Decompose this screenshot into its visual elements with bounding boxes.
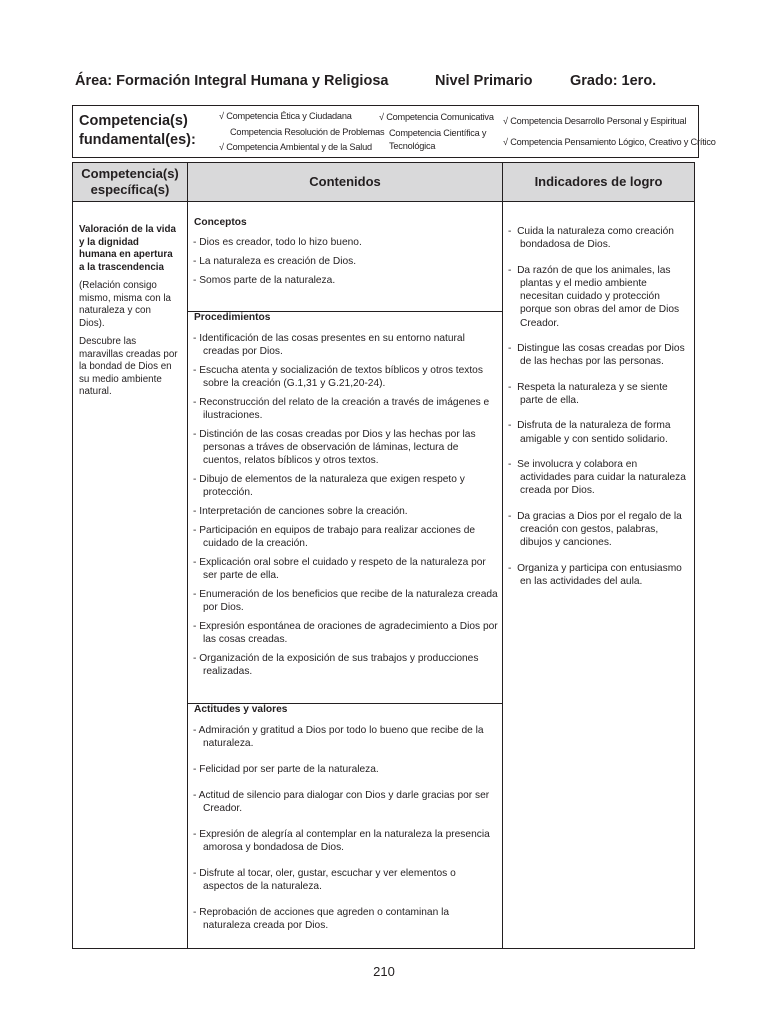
especifica-note: (Relación consigo mismo, misma con la naturaleza y con Dios). [79,280,171,329]
header-indicadores: Indicadores de logro [534,174,663,189]
header-especificas-line1: Competencia(s) [81,166,179,181]
page-number: 210 [373,964,395,979]
area-title: Área: Formación Integral Humana y Religiosa [75,73,389,89]
header-especificas-line2: específica(s) [90,182,170,197]
list-item: - Dibujo de elementos de la naturaleza que exigen respeto y protección. [193,473,499,499]
list-item: - La naturaleza es creación de Dios. [193,255,499,268]
competencia-especifica-cell [79,224,179,405]
competencia-pensamiento-logico: √ Competencia Pensamiento Lógico, Creativo y Crítico [503,137,716,147]
competencia-resolucion: Competencia Resolución de Problemas [230,127,385,137]
competencia-cientifica: Competencia Científica y [389,128,487,138]
list-item: - Somos parte de la naturaleza. [193,274,499,287]
list-item: - Distinción de las cosas creadas por Dios y las hechas por las personas a tráves de observación de láminas, lectura de cuentos, relatos bíblicos y otros textos. [193,428,499,467]
list-item: - Explicación oral sobre el cuidado y respeto de la naturaleza por ser parte de ella. [193,556,499,582]
list-item: - Organización de la exposición de sus trabajos y producciones realizadas. [193,652,499,678]
indicadores-list [508,225,690,588]
list-item: - Reconstrucción del relato de la creación a través de imágenes e ilustraciones. [193,396,499,422]
list-item: - Escucha atenta y socialización de textos bíblicos y otros textos sobre la creación (G.1,31 y G.21,20-24). [193,364,499,390]
competencia-etica: √ Competencia Ética y Ciudadana [219,111,352,121]
list-item: - Felicidad por ser parte de la naturaleza. [193,763,499,776]
competencia-desarrollo-personal: √ Competencia Desarrollo Personal y Espiritual [503,116,687,126]
especifica-title: Valoración de la vida y la dignidad humana en apertura a la trascendencia [79,224,176,273]
grado-label: Grado: 1ero. [570,73,657,89]
list-item: - Se involucra y colabora en actividades para cuidar la naturaleza creada por Dios. [508,458,690,498]
column-divider-2 [502,163,503,948]
list-item: - Participación en equipos de trabajo para realizar acciones de cuidado de la creación. [193,524,499,550]
competencias-label-line1: Competencia(s) [79,113,188,129]
list-item: - Interpretación de canciones sobre la creación. [193,505,499,518]
competencia-tecnologica: Tecnológica [389,141,436,151]
header-contenidos: Contenidos [309,174,381,189]
actitudes-list [193,724,499,932]
list-item: - Reprobación de acciones que agreden o contaminan la naturaleza creada por Dios. [193,906,499,932]
competencias-fundamentales-label [79,112,196,150]
procedimientos-title: Procedimientos [194,312,271,323]
list-item: - Dios es creador, todo lo hizo bueno. [193,236,499,249]
list-item: - Organiza y participa con entusiasmo en las actividades del aula. [508,562,690,589]
nivel-label: Nivel Primario [435,73,533,89]
actitudes-title: Actitudes y valores [194,704,288,715]
list-item: - Admiración y gratitud a Dios por todo lo bueno que recibe de la naturaleza. [193,724,499,750]
list-item: - Disfruta de la naturaleza de forma amigable y con sentido solidario. [508,419,690,446]
header-especificas [74,166,186,198]
list-item: - Distingue las cosas creadas por Dios de las hechas por las personas. [508,342,690,369]
list-item: - Disfrute al tocar, oler, gustar, escuchar y ver elementos o aspectos de la naturaleza. [193,867,499,893]
list-item: - Enumeración de los beneficios que recibe de la naturaleza creada por Dios. [193,588,499,614]
list-item: - Respeta la naturaleza y se siente parte de ella. [508,381,690,408]
competencia-comunicativa: √ Competencia Comunicativa [379,112,494,122]
column-divider-1 [187,163,188,948]
list-item: - Expresión espontánea de oraciones de agradecimiento a Dios por las cosas creadas. [193,620,499,646]
competencias-label-line2: fundamental(es): [79,132,196,148]
competencia-ambiental: √ Competencia Ambiental y de la Salud [219,142,372,152]
list-item: - Da razón de que los animales, las plantas y el medio ambiente necesitan cuidado y protección porque son obras del amor de Dios Creador. [508,264,690,330]
list-item: - Identificación de las cosas presentes en su entorno natural creadas por Dios. [193,332,499,358]
list-item: - Actitud de silencio para dialogar con Dios y darle gracias por ser Creador. [193,789,499,815]
especifica-description: Descubre las maravillas creadas por la bondad de Dios en su medio ambiente natural. [79,336,178,397]
conceptos-list [193,236,499,287]
list-item: - Cuida la naturaleza como creación bondadosa de Dios. [508,225,690,252]
list-item: - Da gracias a Dios por el regalo de la creación con gestos, palabras, dibujos y canciones. [508,510,690,550]
list-item: - Expresión de alegría al contemplar en la naturaleza la presencia amorosa y bondadosa de Dios. [193,828,499,854]
procedimientos-list [193,332,499,678]
conceptos-title: Conceptos [194,217,247,228]
